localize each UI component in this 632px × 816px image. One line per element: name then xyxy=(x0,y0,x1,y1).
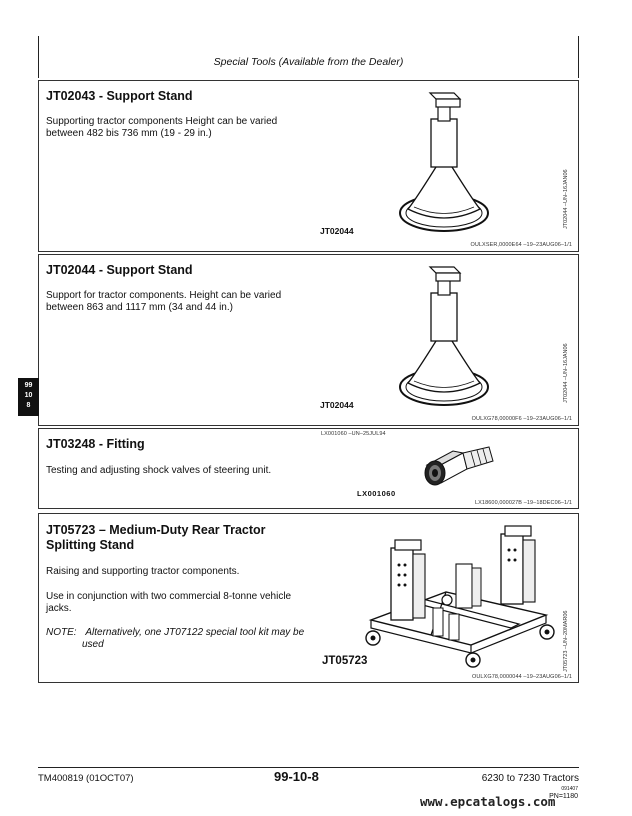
vertical-figure-code: JT05723 –UN–20MAR06 xyxy=(563,610,569,672)
figure-label: JT02044 xyxy=(320,226,354,236)
tool-title: JT05723 – Medium-Duty Rear Tractor xyxy=(46,523,266,537)
footer-page-number: 99-10-8 xyxy=(274,769,319,784)
vertical-figure-code: JT02044 –UN–16JAN06 xyxy=(563,343,569,403)
reference-code: OULXSER,0000E64 –19–23AUG06–1/1 xyxy=(470,242,572,248)
note-label: NOTE: xyxy=(46,627,77,638)
frame-line-right xyxy=(578,36,579,78)
support-stand-illustration xyxy=(394,87,494,237)
side-tab-line: 99 xyxy=(24,382,33,389)
tool-card-jt02043 xyxy=(38,80,579,252)
tool-title: Splitting Stand xyxy=(46,538,135,552)
tool-description-line: Raising and supporting tractor components. xyxy=(46,566,240,577)
page-header-title: Special Tools (Available from the Dealer) xyxy=(213,56,404,68)
tool-card-jt02044 xyxy=(38,254,579,426)
tool-description-line: Supporting tractor components Height can be varied xyxy=(46,116,278,127)
tool-description-line: between 863 and 1117 mm (34 and 44 in.) xyxy=(46,302,233,313)
tool-title: JT02043 - Support Stand xyxy=(46,89,193,103)
side-tab-line: 10 xyxy=(24,392,33,399)
tool-title: JT03248 - Fitting xyxy=(46,437,145,451)
tool-card-jt03248 xyxy=(38,428,579,509)
footer-rule xyxy=(38,767,579,768)
tool-description-line: Testing and adjusting shock valves of steering unit. xyxy=(46,465,272,476)
footer-pn: PN=1180 xyxy=(549,793,578,800)
side-tab-line: 8 xyxy=(26,402,31,409)
tool-description-line: Use in conjunction with two commercial 8-tonne vehicle xyxy=(46,591,292,602)
vertical-figure-code: JT02044 –UN–16JAN06 xyxy=(563,169,569,229)
figure-label: JT02044 xyxy=(320,400,354,410)
note-text-continued: used xyxy=(82,639,104,650)
section-side-tab xyxy=(18,378,39,416)
reference-code: OULXG78,00000F6 –19–23AUG06–1/1 xyxy=(471,416,572,422)
support-stand-illustration xyxy=(394,261,494,411)
footer-manual-id: TM400819 (01OCT07) xyxy=(38,773,134,784)
footer-model-range: 6230 to 7230 Tractors xyxy=(481,773,579,784)
footer-date-code: 091407 xyxy=(561,786,578,792)
figure-label: LX001060 xyxy=(357,489,396,498)
tool-title: JT02044 - Support Stand xyxy=(46,263,193,277)
fitting-illustration xyxy=(419,443,499,489)
splitting-stand-illustration xyxy=(351,520,561,668)
tool-description-line: Support for tractor components. Height can be varied xyxy=(46,290,282,301)
figure-label: JT05723 xyxy=(322,655,368,667)
reference-code: OULXG78,0000044 –19–23AUG06–1/1 xyxy=(471,674,572,680)
reference-code: LX18600,000027B –19–18DEC06–1/1 xyxy=(475,500,572,506)
note-block xyxy=(46,627,304,639)
note-text: Alternatively, one JT07122 special tool kit may be xyxy=(85,627,305,638)
tool-description-line: jacks. xyxy=(46,603,72,614)
watermark-url: www.epcatalogs.com xyxy=(420,794,556,809)
tool-description-line: between 482 bis 736 mm (19 - 29 in.) xyxy=(46,128,212,139)
figure-top-code: LX001060 –UN–25JUL94 xyxy=(321,431,386,437)
tool-card-jt05723 xyxy=(38,513,579,683)
